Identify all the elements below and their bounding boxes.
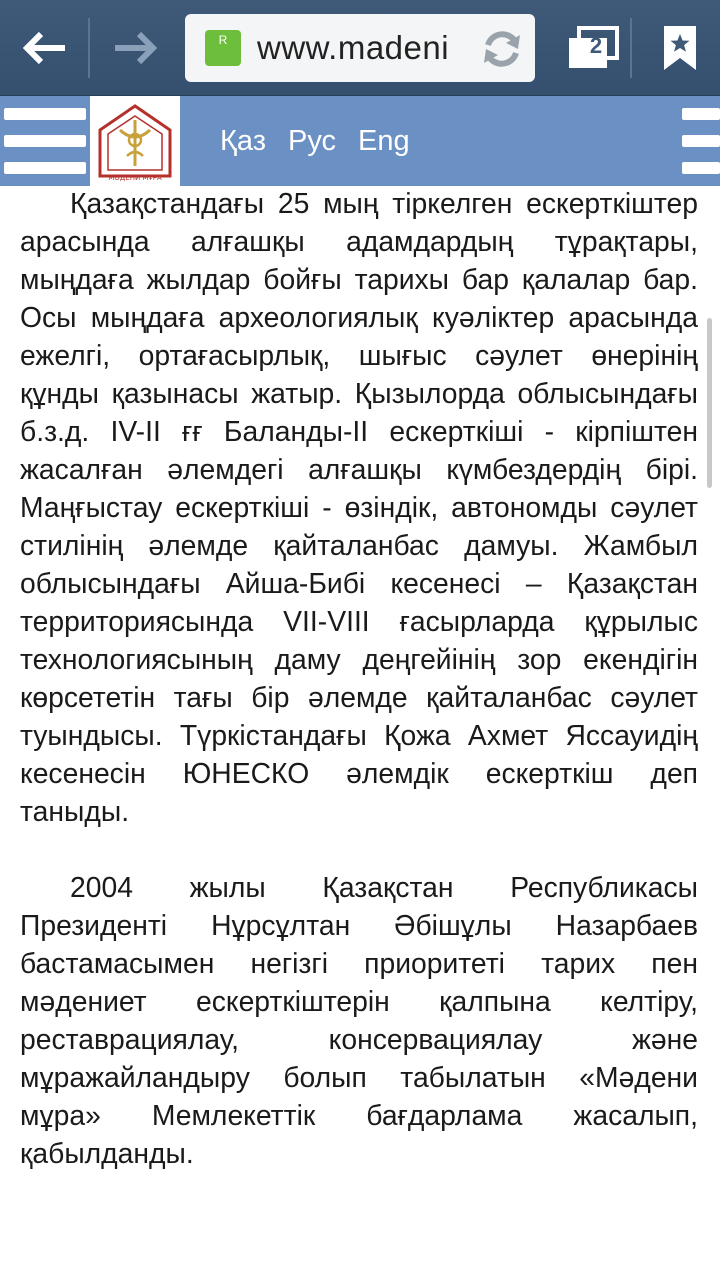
- forward-button[interactable]: [90, 0, 180, 96]
- refresh-button[interactable]: [479, 26, 525, 72]
- back-arrow-icon: [21, 30, 69, 66]
- bookmark-button[interactable]: [640, 0, 720, 96]
- address-bar[interactable]: [185, 14, 535, 82]
- lang-link-rus[interactable]: Рус: [288, 124, 337, 157]
- article-paragraph: Қазақстандағы 25 мың тіркелген ескерткіштер арасында алғашқы адамдардың тұрақтары, мыңдаға жылдар бойғы тарихы бар қалалар бар. Осы мыңдаға археологиялық куәліктер арасында ежелгі, ортағасырлық, шығыс сәулет өнерінің құнды қазынасы жатыр. Қызылорда облысындағы б.з.д. IV-II ғғ Баланды-II ескерткіші - кірпіштен жасалған әлемдегі алғашқы күмбездердің бірі. Маңғыстау ескерткіші - өзіндік, автономды сәулет стилінің әлемде қайталанбас дамуы. Жамбыл облысындағы Айша-Бибі кесенесі – Қазақстан территориясында VII-VIII ғасырларда құрылыс технологиясының даму деңгейінің зор екендігін көрсететін тағы бір әлемде қайталанбас сәулет туындысы. Түркістандағы Қожа Ахмет Яссауидің кесенесін ЮНЕСКО әлемдік ескерткіш деп таныды.: [20, 187, 698, 827]
- menu-icon[interactable]: [4, 108, 86, 174]
- site-logo[interactable]: [90, 96, 180, 186]
- site-header: [0, 96, 720, 186]
- secondary-menu-icon[interactable]: [682, 108, 720, 174]
- toolbar-separator: [630, 18, 632, 78]
- url-text[interactable]: www.madeni: [257, 29, 450, 66]
- browser-toolbar: [0, 0, 720, 96]
- article-body: [20, 184, 698, 1172]
- site-badge-icon: [205, 30, 241, 66]
- site-badge-letter: R: [218, 33, 228, 47]
- bookmark-icon: [662, 24, 698, 72]
- tabs-button[interactable]: [555, 0, 630, 96]
- article-paragraph: 2004 жылы Қазақстан Республикасы Президенті Нұрсұлтан Әбішұлы Назарбаев бастамасымен негізгі приоритеті тарих пен мәдениет ескерткіштерін қалпына келтіру, реставрациялау, консервациялау және мұражайландыру болып табылатын «Мәдени мұра» Мемлекеттік бағдарлама жасалып, қабылданды.: [20, 871, 698, 1169]
- svg-text:МӘДЕНИ МҰРА: МӘДЕНИ МҰРА: [108, 174, 162, 182]
- language-switcher: [220, 96, 410, 186]
- lang-link-kaz[interactable]: Қаз: [220, 124, 266, 157]
- tab-count: 2: [589, 33, 603, 58]
- logo-emblem-icon: [94, 100, 176, 182]
- forward-arrow-icon: [111, 30, 159, 66]
- lang-link-eng[interactable]: Eng: [358, 124, 410, 157]
- scrollbar-thumb[interactable]: [707, 318, 712, 488]
- back-button[interactable]: [0, 0, 90, 96]
- refresh-icon: [480, 27, 524, 71]
